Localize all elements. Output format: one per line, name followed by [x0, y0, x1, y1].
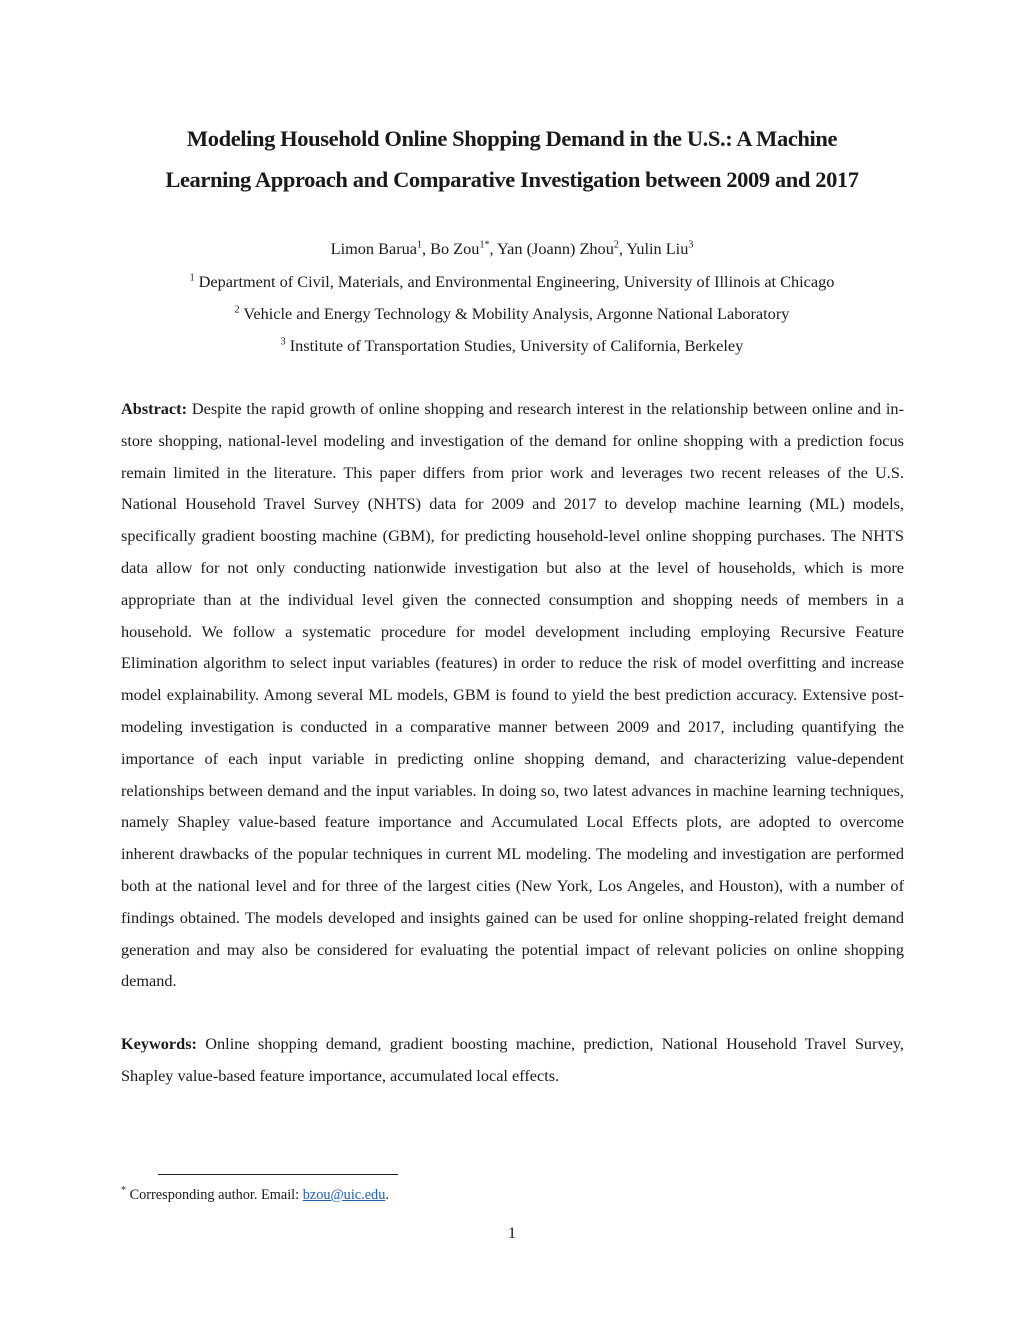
footnote	[121, 1185, 389, 1205]
footnote-text: Corresponding author. Email:	[129, 1187, 303, 1203]
affiliation-text: Vehicle and Energy Technology & Mobility Analysis, Argonne National Laboratory	[243, 304, 790, 323]
author-name: Yan (Joann) Zhou	[497, 239, 614, 258]
author-separator: ,	[618, 239, 627, 258]
keywords-text: Online shopping demand, gradient boosting machine, prediction, National Household Travel Survey, Shapley value-based feature importance, accumulated local effects.	[121, 1034, 904, 1085]
abstract-label: Abstract:	[121, 399, 188, 418]
page-number: 1	[507, 1223, 517, 1242]
affiliation-text: Department of Civil, Materials, and Environmental Engineering, University of Illinois at Chicago	[198, 272, 835, 291]
keywords-label: Keywords:	[121, 1034, 197, 1053]
author-list	[100, 238, 924, 260]
email-link[interactable]: bzou@uic.edu	[302, 1187, 386, 1203]
title-line-2: Learning Approach and Comparative Investigation between 2009 and 2017	[165, 167, 859, 192]
author-name: Limon Barua	[330, 239, 417, 258]
author-affiliation-marker: 2	[613, 239, 619, 251]
author-name: Yulin Liu	[626, 239, 689, 258]
title-line-1: Modeling Household Online Shopping Demand in the U.S.: A Machine	[186, 126, 838, 151]
author-name: Bo Zou	[430, 239, 480, 258]
paper-title	[100, 118, 924, 200]
footnote-marker: *	[121, 1185, 126, 1197]
author-affiliation-marker: 1	[417, 239, 422, 251]
affiliation-2	[100, 303, 924, 325]
affiliation-marker: 2	[234, 304, 240, 316]
affiliation-3	[100, 335, 924, 357]
author-affiliation-marker: 3	[688, 239, 694, 251]
abstract-text: Despite the rapid growth of online shopping and research interest in the relationship between online and in-store shopping, national-level modeling and investigation of the demand for online shopping with a prediction focus remain limited in the literature. This paper differs from prior work and leverages two recent releases of the U.S. National Household Travel Survey (NHTS) data for 2009 and 2017 to develop machine learning (ML) models, specifically gradient boosting machine (GBM), for predicting household-level online shopping purchases. The NHTS data allow for not only conducting nationwide investigation but also at the level of households, which is more appropriate than at the individual level given the connected consumption and shopping needs of members in a household. We follow a systematic procedure for model development including employing Recursive Feature Elimination algorithm to select input variables (features) in order to reduce the risk of model overfitting and increase model explainability. Among several ML models, GBM is found to yield the best prediction accuracy. Extensive post-modeling investigation is conducted in a comparative manner between 2009 and 2017, including quantifying the importance of each input variable in predicting online shopping demand, and characterizing value-dependent relationships between demand and the input variables. In doing so, two latest advances in machine learning techniques, namely Shapley value-based feature importance and Accumulated Local Effects plots, are adopted to overcome inherent drawbacks of the popular techniques in current ML modeling. The modeling and investigation are performed both at the national level and for three of the largest cities (New York, Los Angeles, and Houston), with a number of findings obtained. The models developed and insights gained can be used for online shopping-related freight demand generation and may also be considered for evaluating the potential impact of relevant policies on online shopping demand.	[121, 399, 904, 991]
affiliation-text: Institute of Transportation Studies, University of California, Berkeley	[289, 336, 744, 355]
abstract	[121, 393, 904, 997]
affiliation-1	[100, 271, 924, 293]
author-separator: ,	[422, 239, 431, 258]
affiliation-marker: 1	[189, 272, 195, 284]
footnote-trailing: .	[385, 1187, 389, 1203]
footnote-divider	[158, 1174, 398, 1175]
author-separator: ,	[489, 239, 497, 258]
keywords	[121, 1028, 904, 1092]
author-affiliation-marker: 1*	[479, 239, 490, 251]
affiliation-marker: 3	[280, 336, 286, 348]
